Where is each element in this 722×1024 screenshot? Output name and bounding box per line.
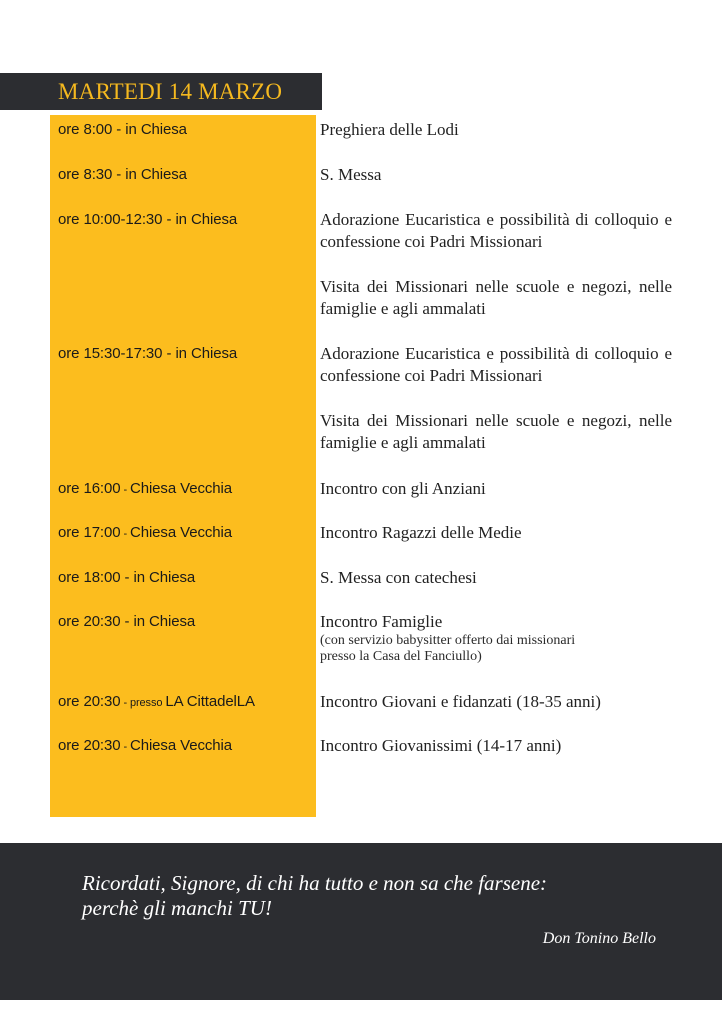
quote-author: Don Tonino Bello bbox=[542, 930, 656, 947]
row-description: Preghiera delle Lodi bbox=[320, 120, 459, 139]
row-description: S. Messa con catechesi bbox=[320, 568, 477, 587]
time-place: Chiesa Vecchia bbox=[129, 737, 232, 754]
quote-line-1: Ricordati, Signore, di chi ha tutto e non sa che farsene: bbox=[82, 871, 548, 895]
row-time: ore 18:00 - in Chiesa bbox=[58, 569, 196, 586]
time-separator: - bbox=[120, 741, 130, 753]
row-description: Incontro Giovanissimi (14-17 anni) bbox=[320, 736, 562, 755]
time-separator: - bbox=[120, 484, 130, 496]
row-description: S. Messa bbox=[320, 165, 382, 184]
row-time bbox=[58, 478, 232, 501]
row-time: ore 20:30 - in Chiesa bbox=[58, 613, 196, 630]
row-time bbox=[58, 691, 255, 714]
row-time bbox=[58, 522, 232, 545]
time-place: Chiesa Vecchia bbox=[129, 480, 232, 497]
row-time bbox=[58, 735, 232, 758]
row-time: ore 8:30 - in Chiesa bbox=[58, 166, 187, 183]
row-time: ore 15:30-17:30 - in Chiesa bbox=[58, 345, 238, 362]
row-note: (con servizio babysitter offerto dai missionari presso la Casa del Fanciullo) bbox=[320, 633, 576, 664]
time-main: ore 17:00 bbox=[58, 524, 121, 541]
row-description: Adorazione Eucaristica e possibilità di colloquio e confessione coi Padri Missionari bbox=[320, 344, 672, 385]
row-description: Adorazione Eucaristica e possibilità di colloquio e confessione coi Padri Missionari bbox=[320, 210, 672, 251]
time-main: ore 20:30 bbox=[58, 737, 121, 754]
row-time: ore 10:00-12:30 - in Chiesa bbox=[58, 211, 238, 228]
time-main: ore 16:00 bbox=[58, 480, 121, 497]
row-description: Visita dei Missionari nelle scuole e negozi, nelle famiglie e agli ammalati bbox=[320, 277, 672, 318]
row-description: Incontro Ragazzi delle Medie bbox=[320, 523, 522, 542]
row-description bbox=[320, 611, 672, 665]
time-place: LA CittadelLA bbox=[165, 693, 255, 710]
date-title: MARTEDI 14 MARZO bbox=[58, 79, 283, 104]
quote-text bbox=[82, 871, 682, 921]
quote-line-2: perchè gli manchi TU! bbox=[82, 896, 272, 920]
row-description: Incontro con gli Anziani bbox=[320, 479, 486, 498]
date-banner bbox=[0, 73, 322, 110]
time-place: Chiesa Vecchia bbox=[129, 524, 232, 541]
time-main: ore 20:30 bbox=[58, 693, 121, 710]
row-time: ore 8:00 - in Chiesa bbox=[58, 121, 187, 138]
quote-footer bbox=[0, 843, 722, 1000]
time-separator: - bbox=[120, 528, 130, 540]
row-description: Incontro Giovani e fidanzati (18-35 anni) bbox=[320, 692, 601, 711]
row-description: Visita dei Missionari nelle scuole e negozi, nelle famiglie e agli ammalati bbox=[320, 411, 672, 452]
row-description-main: Incontro Famiglie bbox=[320, 612, 443, 631]
time-separator: - presso bbox=[120, 697, 166, 709]
